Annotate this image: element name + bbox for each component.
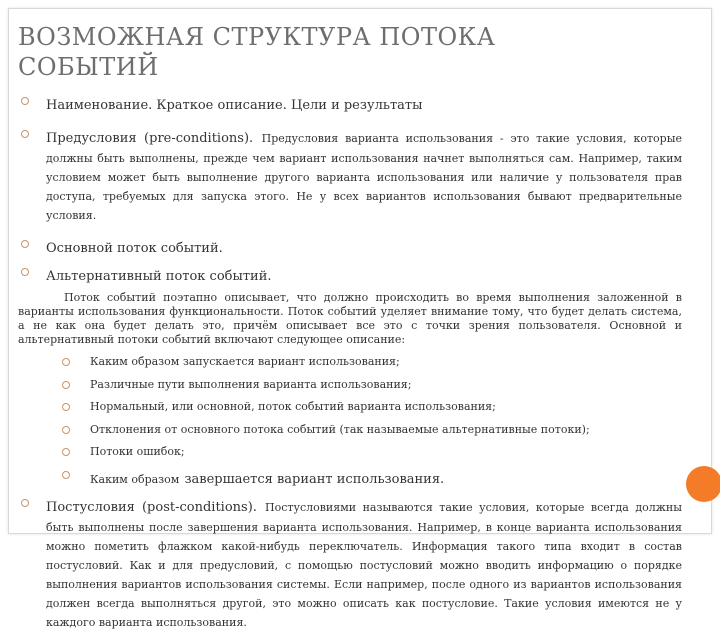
list-item-main-flow: [18, 237, 682, 257]
bullet-icon: [62, 426, 70, 434]
subitem-text: Каким образом: [90, 472, 180, 486]
slide-content: [18, 94, 682, 630]
bullet-icon: [62, 381, 70, 389]
item-lead: Основной поток событий.: [46, 241, 223, 256]
subitem: [18, 423, 682, 437]
subitem-text-emphasis: завершается вариант использования.: [184, 471, 445, 487]
bullet-icon: [21, 268, 29, 276]
list-item-name: [18, 94, 682, 114]
item-lead: Постусловия (post-conditions).: [46, 499, 257, 515]
bullet-icon: [21, 97, 29, 105]
bullet-icon: [21, 240, 29, 248]
list-item-alt-flow: [18, 265, 682, 285]
subitem-text: Отклонения от основного потока событий (так называемые альтернативные потоки);: [90, 422, 590, 436]
subitem-text: Нормальный, или основной, поток событий варианта использования;: [90, 400, 496, 413]
accent-circle-icon: [686, 466, 720, 502]
subitem: [18, 378, 682, 392]
subitem-text: Различные пути выполнения варианта использования;: [90, 377, 412, 391]
subitem-text: Потоки ошибок;: [90, 445, 185, 458]
subitem-text: Каким образом запускается вариант использования;: [90, 355, 400, 368]
item-lead: Наименование. Краткое описание. Цели и результаты: [46, 98, 423, 113]
item-lead: Альтернативный поток событий.: [46, 269, 272, 284]
list-item-preconditions: [18, 127, 682, 223]
slide-title: ВОЗМОЖНАЯ СТРУКТУРА ПОТОКА СОБЫТИЙ: [18, 23, 496, 81]
subitem: [18, 400, 682, 414]
subitem: [18, 445, 682, 459]
bullet-icon: [21, 130, 29, 138]
flow-description: Поток событий поэтапно описывает, что должно происходить во время выполнения заложенной в варианты использования функциональности. Поток событий уделяет внимание тому, что будет делать система, а не как она будет делать это, причём описывает все это с точки зрения пользователя. Основной и альтернативный потоки событий включают следующее описание:: [18, 291, 682, 346]
bullet-icon: [21, 499, 29, 507]
item-description: Предусловия варианта использования - это такие условия, которые должны быть выполнены, прежде чем вариант использования начнет выполняться сам. Например, таким условием может быть выполнение другого варианта использования или наличие у пользователя прав доступа, требуемых для запуска этого. Не у всех вариантов использования бывают предварительные условия.: [46, 132, 682, 222]
bullet-icon: [62, 471, 70, 479]
item-description: Постусловиями называются такие условия, которые всегда должны быть выполнены после завершения варианта использования. Например, в конце варианта использования можно пометить флажком какой-нибудь переключатель. Информация такого типа входит в состав постусловий. Как и для предусловий, с помощью постусловий можно вводить информацию о порядке выполнения вариантов использования системы. Если например, после одного из вариантов использования должен всегда выполняться другой, это можно описать как постусловие. Такие условия имеются не у каждого варианта использования.: [46, 500, 682, 629]
subitem: [18, 355, 682, 369]
bullet-icon: [62, 448, 70, 456]
list-item-postconditions: [18, 496, 682, 630]
bullet-icon: [62, 403, 70, 411]
item-lead: Предусловия (pre-conditions).: [46, 131, 254, 146]
bullet-icon: [62, 358, 70, 366]
subitem: [18, 468, 682, 488]
